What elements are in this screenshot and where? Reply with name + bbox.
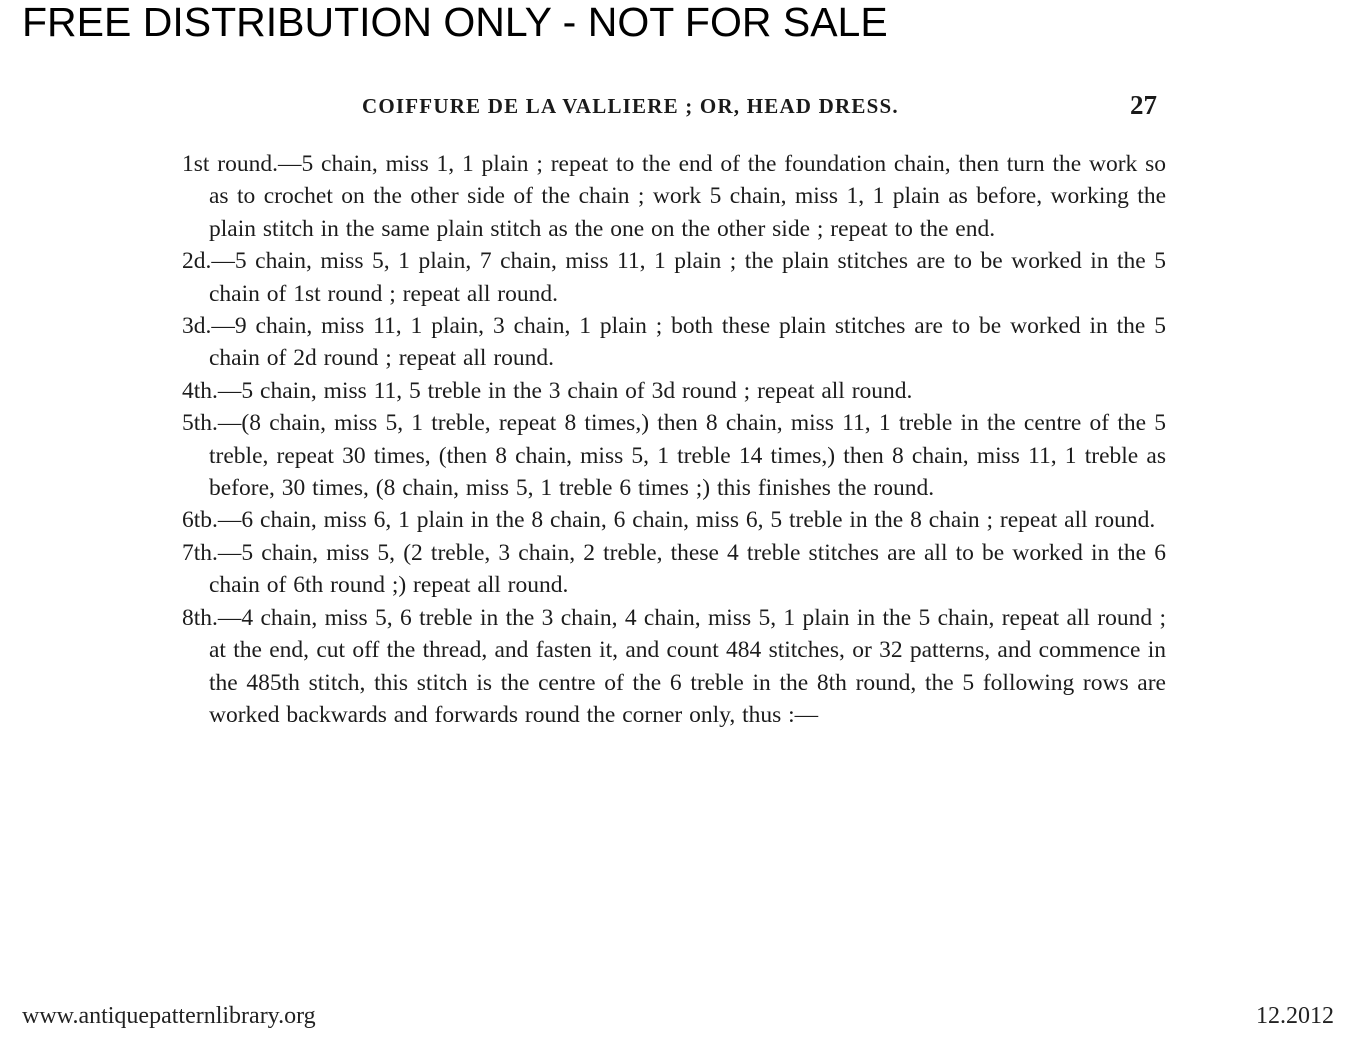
round-text: —5 chain, miss 1, 1 plain ; repeat to the end of the foundation chain, then turn the work so as to crochet on the other side of the chain ; work 5 chain, miss 1, 1 plain as before, working the plain stitch in the same plain stitch as the one on the other side ; repeat to the end. (209, 151, 1166, 242)
round-label: 5th. (182, 410, 218, 437)
round-7-paragraph (182, 537, 1166, 602)
round-1-paragraph (182, 148, 1166, 245)
round-5-paragraph (182, 407, 1166, 504)
distribution-banner: FREE DISTRIBUTION ONLY - NOT FOR SALE (22, 0, 888, 45)
website-link[interactable]: www.antiquepatternlibrary.org (22, 1003, 316, 1029)
round-6-paragraph (182, 504, 1166, 536)
round-4-paragraph (182, 375, 1166, 407)
round-text: —(8 chain, miss 5, 1 treble, repeat 8 times,) then 8 chain, miss 11, 1 treble in the centre of the 5 treble, repeat 30 times, (then 8 chain, miss 5, 1 treble 14 times,) then 8 chain, miss 11, 1 treble as before, 30 times, (8 chain, miss 5, 1 treble 6 times ;) this finishes the round. (209, 410, 1166, 502)
round-label: 3d. (182, 313, 212, 340)
round-label: 1st round. (182, 151, 278, 177)
round-label: 4th. (182, 377, 218, 404)
pattern-instructions (182, 148, 1166, 731)
round-8-paragraph (182, 602, 1166, 732)
round-text: —6 chain, miss 6, 1 plain in the 8 chain, 6 chain, miss 6, 5 treble in the 8 chain ; repeat all round. (217, 507, 1156, 534)
round-text: —5 chain, miss 5, (2 treble, 3 chain, 2 treble, these 4 treble stitches are all to be worked in the 6 chain of 6th round ;) repeat all round. (209, 539, 1166, 599)
round-label: 6tb. (182, 507, 218, 534)
round-3-paragraph (182, 310, 1166, 375)
round-text: —5 chain, miss 11, 5 treble in the 3 chain of 3d round ; repeat all round. (217, 377, 913, 404)
round-label: 2d. (182, 248, 212, 275)
round-text: —5 chain, miss 5, 1 plain, 7 chain, miss 11, 1 plain ; the plain stitches are to be worked in the 5 chain of 1st round ; repeat all round. (209, 248, 1166, 307)
running-head: COIFFURE DE LA VALLIERE ; OR, HEAD DRESS. (362, 94, 899, 118)
round-text: —9 chain, miss 11, 1 plain, 3 chain, 1 plain ; both these plain stitches are to be worked in the 5 chain of 2d round ; repeat all round. (209, 313, 1166, 372)
round-2-paragraph (182, 245, 1166, 310)
page-number: 27 (1130, 90, 1157, 120)
round-label: 7th. (182, 539, 218, 566)
round-label: 8th. (182, 604, 218, 631)
round-text: —4 chain, miss 5, 6 treble in the 3 chain, 4 chain, miss 5, 1 plain in the 5 chain, repeat all round ; at the end, cut off the thread, and fasten it, and count 484 stitches, or 32 patterns, and commence in the 485th stitch, this stitch is the centre of the 6 treble in the 8th round, the 5 following rows are worked backwards and forwards round the corner only, thus :— (209, 604, 1166, 728)
footer-date: 12.2012 (1256, 1003, 1334, 1029)
